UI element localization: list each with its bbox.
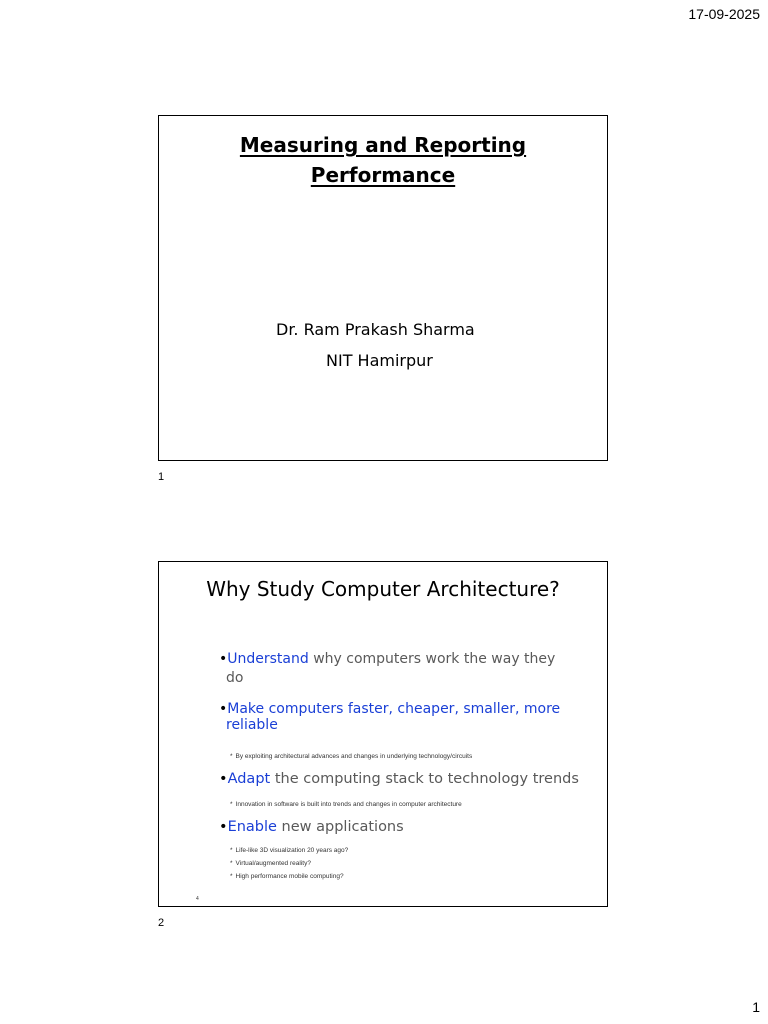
subpoint-text: Life-like 3D visualization 20 years ago? [235, 847, 349, 854]
subpoint-3d-visualization [230, 846, 348, 855]
bullet-text: why computers work the way they [308, 651, 556, 667]
subpoint-marker: * [230, 801, 233, 808]
subpoint-text: By exploiting architectural advances and changes in underlying technology/circuits [235, 753, 473, 760]
bullet-text: new applications [276, 819, 404, 835]
slide-1-author: Dr. Ram Prakash Sharma [276, 320, 475, 339]
subpoint-marker: * [230, 847, 233, 854]
slide-2-title: Why Study Computer Architecture? [206, 577, 560, 601]
slide-1-institution: NIT Hamirpur [326, 351, 433, 370]
bullet-marker: • [219, 701, 228, 717]
slide-2-corner-number: 4 [196, 896, 199, 902]
slide-2-number: 2 [158, 917, 165, 929]
subpoint-innovation [230, 800, 462, 809]
subpoint-marker: * [230, 753, 233, 760]
subpoint-virtual-reality [230, 859, 311, 868]
subpoint-text: Innovation in software is built into trends and changes in computer architecture [235, 801, 462, 808]
slide-1 [158, 115, 608, 461]
bullet-highlight: Understand [227, 651, 309, 667]
slide-1-title-line-1: Measuring and Reporting [239, 133, 527, 157]
bullet-highlight: Adapt [227, 771, 271, 787]
slide-1-title [159, 130, 607, 190]
slide-1-number: 1 [158, 471, 165, 483]
subpoint-marker: * [230, 860, 233, 867]
print-date: 17-09-2025 [688, 6, 760, 22]
slide-2 [158, 561, 608, 907]
bullet-text: the computing stack to technology trends [270, 771, 579, 787]
subpoint-text: High performance mobile computing? [235, 873, 344, 880]
bullet-highlight: Enable [227, 819, 277, 835]
subpoint-marker: * [230, 873, 233, 880]
bullet-continuation: do [226, 670, 244, 686]
bullet-enable [219, 818, 589, 837]
subpoint-mobile-computing [230, 872, 344, 881]
page-number: 1 [752, 999, 760, 1015]
bullet-adapt [219, 770, 589, 789]
bullet-marker: • [219, 819, 228, 835]
bullet-continuation: reliable [226, 717, 278, 733]
subpoint-exploiting [230, 752, 472, 761]
bullet-highlight: Make computers faster, cheaper, smaller, more [227, 701, 561, 717]
subpoint-text: Virtual/augmented reality? [235, 860, 311, 867]
bullet-marker: • [219, 651, 228, 667]
bullet-make-computers [219, 700, 589, 731]
bullet-marker: • [219, 771, 228, 787]
slide-1-title-line-2: Performance [310, 163, 456, 187]
bullet-understand [219, 650, 589, 688]
